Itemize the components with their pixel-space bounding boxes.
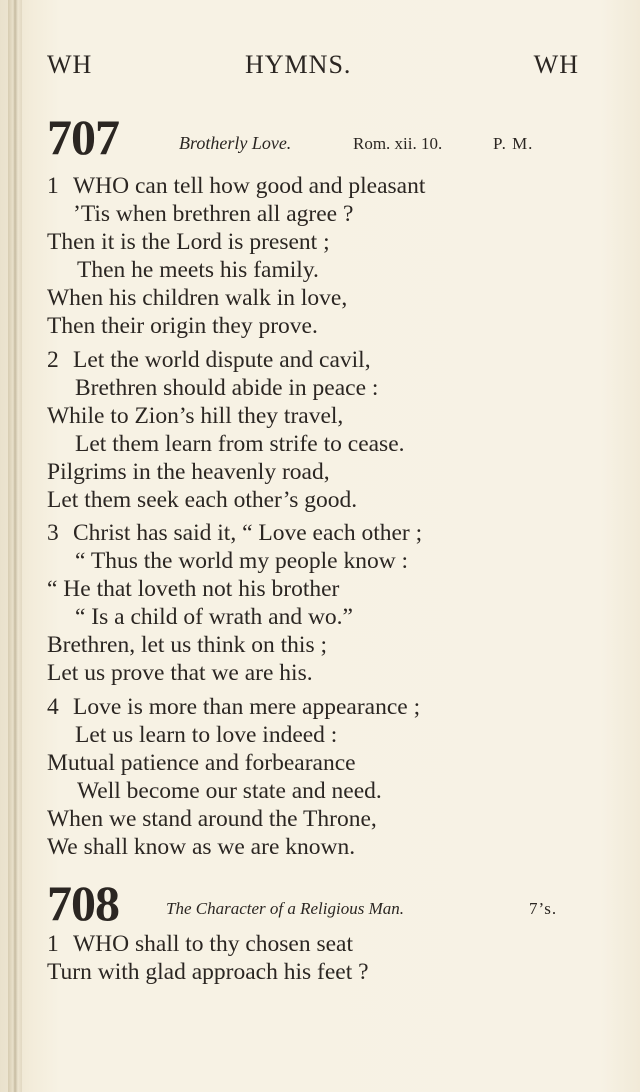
verse-line: Brethren, let us think on this ; [47,632,328,658]
verse-line: 1 WHO can tell how good and pleasant [47,173,426,199]
verse-line: Let them learn from strife to cease. [75,431,405,457]
verse-line: Let us learn to love indeed : [75,722,338,748]
verse-line: Well become our state and need. [77,778,382,804]
verse-line: Pilgrims in the heavenly road, [47,459,330,485]
verse-line: We shall know as we are known. [47,834,356,860]
verse-line: While to Zion’s hill they travel, [47,403,344,429]
verse-line: “ Is a child of wrath and wo.” [75,604,353,630]
verse-line: 2 Let the world dispute and cavil, [47,347,371,373]
header-center: HYMNS. [245,50,352,79]
verse-line: Then he meets his family. [77,257,319,283]
header-left: WH [47,50,93,79]
verse-line: 4 Love is more than mere appearance ; [47,694,421,720]
verse-line: 3 Christ has said it, “ Love each other ; [47,520,423,546]
hymn-title: The Character of a Religious Man. [166,899,404,918]
verse-line: Mutual patience and forbearance [47,750,356,776]
verse-line: ’Tis when brethren all agree ? [73,201,354,227]
verse-line: Let us prove that we are his. [47,660,313,686]
verse-line: When his children walk in love, [47,285,348,311]
hymn-meter: 7’s. [529,899,558,918]
verse-line: 1 WHO shall to thy chosen seat [47,931,353,957]
page-binding [8,0,22,1092]
running-header [47,50,579,80]
verse-line: “ Thus the world my people know : [75,548,409,574]
verse-line: Then it is the Lord is present ; [47,229,330,255]
header-right: WH [533,50,579,79]
verse-line: “ He that loveth not his brother [47,576,340,602]
hymn-title: Brotherly Love. [179,133,292,153]
verse-line: Let them seek each other’s good. [47,487,358,513]
hymn-number: 708 [47,875,119,931]
verse-line: Then their origin they prove. [47,313,318,339]
hymn-708-heading [47,875,567,931]
hymn-meter: P. M. [493,134,534,153]
hymn-number: 707 [47,109,119,165]
hymn-reference: Rom. xii. 10. [353,134,443,153]
verse-line: Brethren should abide in peace : [75,375,379,401]
verse-number: 1 [47,931,59,957]
verse-number: 4 [47,694,59,720]
verse-number: 3 [47,520,59,546]
verse-number: 2 [47,347,59,373]
hymn-707-heading [47,109,547,165]
verse-line: When we stand around the Throne, [47,806,377,832]
verse-line: Turn with glad approach his feet ? [47,959,369,985]
verse-number: 1 [47,173,59,199]
